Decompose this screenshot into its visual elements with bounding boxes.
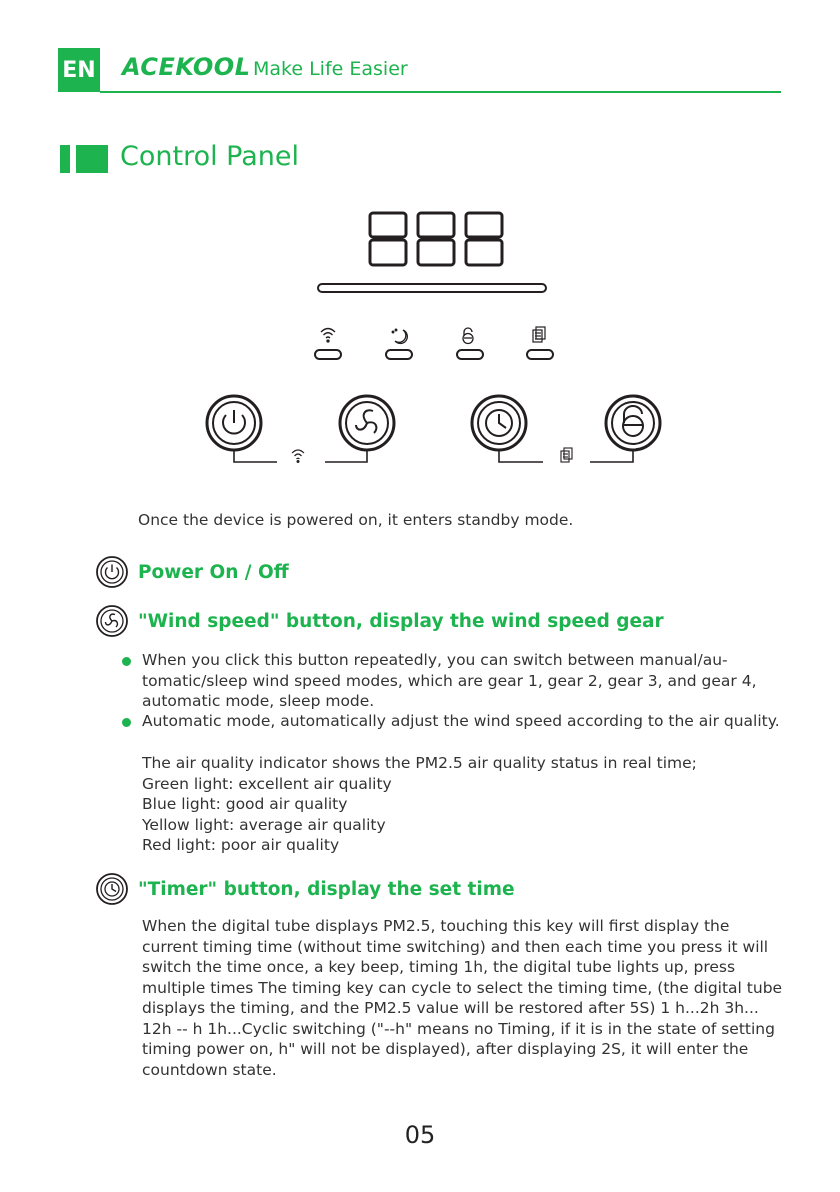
wifi-icon: [321, 329, 335, 343]
timer-line: countdown state.: [142, 1060, 277, 1079]
timer-line: multiple times The timing key can cycle to select the timing time, (the digital tube: [142, 978, 783, 997]
indicator-led-sleep: [386, 350, 412, 359]
section-marker-block: [76, 145, 108, 173]
wind-bullet-2: Automatic mode, automatically adjust the wind speed according to the air quality.: [142, 712, 780, 730]
timer-line: 12h -- h 1h...Cyclic switching ("--h" means no Timing, if it is in the state of setting: [142, 1019, 775, 1038]
wind-bullet-1-line-3: automatic mode, sleep mode.: [142, 692, 375, 710]
indicator-led-wifi: [315, 350, 341, 359]
bullet-marker: [122, 657, 131, 666]
header-divider: [100, 91, 781, 93]
indicator-led-filter: [527, 350, 553, 359]
language-badge: EN: [58, 48, 100, 92]
page-number: 05: [404, 1121, 436, 1149]
wind-speed-heading: "Wind speed" button, display the wind speed gear: [138, 611, 664, 632]
timer-heading: "Timer" button, display the set time: [138, 879, 515, 900]
control-panel-diagram: [190, 200, 670, 480]
air-quality-red: Red light: poor air quality: [142, 836, 340, 854]
timer-line: timing power on, h" will not be displayed), after displaying 2S, it will enter the: [142, 1040, 749, 1058]
air-quality-green: Green light: excellent air quality: [142, 774, 392, 793]
intro-text: Once the device is powered on, it enters standby mode.: [138, 511, 574, 529]
air-quality-light-bar: [318, 284, 546, 292]
fan-button: [340, 396, 394, 450]
brand-tagline: Make Life Easier: [253, 58, 408, 80]
lock-icon: [463, 328, 473, 344]
bracket-filter-icon: [561, 448, 572, 462]
section-marker: [60, 145, 70, 173]
wind-bullet-1-line-2: tomatic/sleep wind speed modes, which are gear 1, gear 2, gear 3, and gear 4,: [142, 671, 757, 690]
lock-button: [606, 396, 660, 450]
digit-display: [370, 213, 502, 265]
timer-icon: [96, 873, 128, 905]
power-icon: [96, 556, 128, 588]
long-press-bracket-right: [499, 450, 633, 462]
wind-bullet-1-line-1: When you click this button repeatedly, you can switch between manual/au-: [142, 651, 728, 669]
indicator-led-lock: [457, 350, 483, 359]
timer-line: displays the timing, and the PM2.5 value will be restored after 5S) 1 h...2h 3h...: [142, 999, 759, 1017]
timer-line: switch the time once, a key beep, timing 1h, the digital tube lights up, press: [142, 958, 736, 976]
power-button: [207, 396, 261, 450]
bullet-marker: [122, 718, 131, 727]
power-heading: Power On / Off: [138, 562, 289, 583]
brand-logo: ACEKOOL: [122, 53, 251, 81]
timer-button: [472, 396, 526, 450]
air-quality-intro: The air quality indicator shows the PM2.5 air quality status in real time;: [142, 754, 697, 772]
timer-line: current timing time (without time switching) and then each time you press it will: [142, 937, 769, 956]
timer-line: When the digital tube displays PM2.5, touching this key will first display the: [142, 917, 730, 935]
fan-icon: [96, 605, 128, 637]
digit-1: [370, 213, 406, 265]
section-title: Control Panel: [120, 141, 300, 172]
bracket-wifi-icon: [292, 450, 304, 462]
air-quality-blue: Blue light: good air quality: [142, 795, 348, 813]
long-press-bracket-left: [234, 450, 367, 462]
sleep-icon: [392, 329, 407, 343]
filter-icon: [533, 327, 545, 342]
digit-2: [418, 213, 454, 265]
digit-3: [466, 213, 502, 265]
air-quality-yellow: Yellow light: average air quality: [142, 815, 386, 834]
